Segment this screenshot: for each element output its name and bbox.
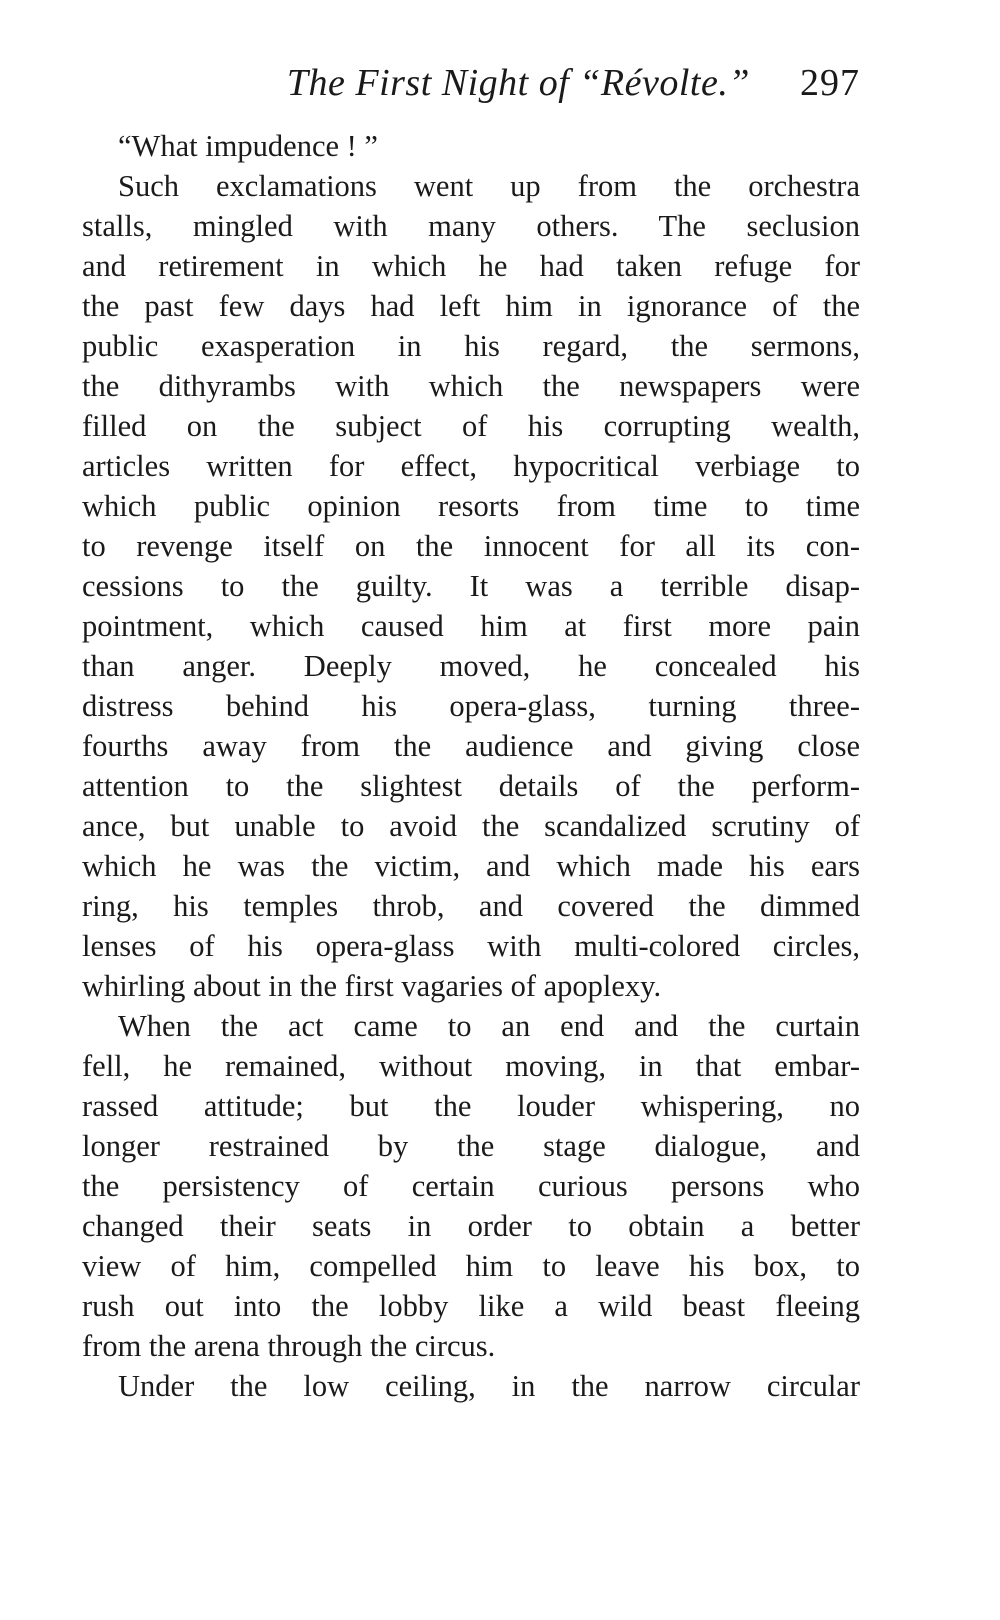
page-number: 297 bbox=[800, 62, 860, 104]
text-line: Such exclamations went up from the orchestra bbox=[118, 169, 860, 203]
text-line: from the arena through the circus. bbox=[82, 1329, 496, 1363]
text-line: rush out into the lobby like a wild beast fleeing bbox=[82, 1289, 860, 1323]
text-line: cessions to the guilty. It was a terrible disap- bbox=[82, 569, 860, 603]
text-line: fourths away from the audience and giving close bbox=[82, 729, 860, 763]
paragraph-low-ceiling bbox=[82, 1366, 860, 1406]
text-line: filled on the subject of his corrupting wealth, bbox=[82, 409, 860, 443]
text-line: fell, he remained, without moving, in that embar- bbox=[82, 1049, 860, 1083]
text-line: public exasperation in his regard, the sermons, bbox=[82, 329, 860, 363]
text-line: lenses of his opera-glass with multi-colored circles, bbox=[82, 929, 860, 963]
text-line: pointment, which caused him at first more pain bbox=[82, 609, 860, 643]
running-head bbox=[80, 58, 860, 108]
text-line: view of him, compelled him to leave his box, to bbox=[82, 1249, 860, 1283]
text-line: “What impudence ! ” bbox=[118, 129, 378, 163]
text-line: When the act came to an end and the curtain bbox=[118, 1009, 860, 1043]
text-line: which he was the victim, and which made his ears bbox=[82, 849, 860, 883]
text-line: distress behind his opera-glass, turning three- bbox=[82, 689, 860, 723]
text-line: longer restrained by the stage dialogue, and bbox=[82, 1129, 860, 1163]
text-line: than anger. Deeply moved, he concealed his bbox=[82, 649, 860, 683]
text-line: to revenge itself on the innocent for all its con- bbox=[82, 529, 860, 563]
text-line: which public opinion resorts from time to time bbox=[82, 489, 860, 523]
text-line: the dithyrambs with which the newspapers were bbox=[82, 369, 860, 403]
paragraph-public-exasperation bbox=[82, 166, 860, 1006]
body-text bbox=[82, 126, 860, 1406]
text-line: stalls, mingled with many others. The seclusion bbox=[82, 209, 860, 243]
text-line: ring, his temples throb, and covered the dimmed bbox=[82, 889, 860, 923]
text-line: the persistency of certain curious persons who bbox=[82, 1169, 860, 1203]
text-line: and retirement in which he had taken refuge for bbox=[82, 249, 860, 283]
paragraph-act-end bbox=[82, 1006, 860, 1366]
text-line: the past few days had left him in ignorance of the bbox=[82, 289, 860, 323]
text-line: ance, but unable to avoid the scandalized scrutiny of bbox=[82, 809, 860, 843]
text-line: attention to the slightest details of the perform- bbox=[82, 769, 860, 803]
running-title: The First Night of “Révolte.” bbox=[286, 62, 750, 104]
text-line: changed their seats in order to obtain a better bbox=[82, 1209, 860, 1243]
text-line: whirling about in the first vagaries of apoplexy. bbox=[82, 969, 662, 1003]
text-line: rassed attitude; but the louder whispering, no bbox=[82, 1089, 860, 1123]
text-line: Under the low ceiling, in the narrow circular bbox=[118, 1369, 860, 1403]
paragraph-exclamation bbox=[82, 126, 860, 166]
text-line: articles written for effect, hypocritical verbiage to bbox=[82, 449, 860, 483]
